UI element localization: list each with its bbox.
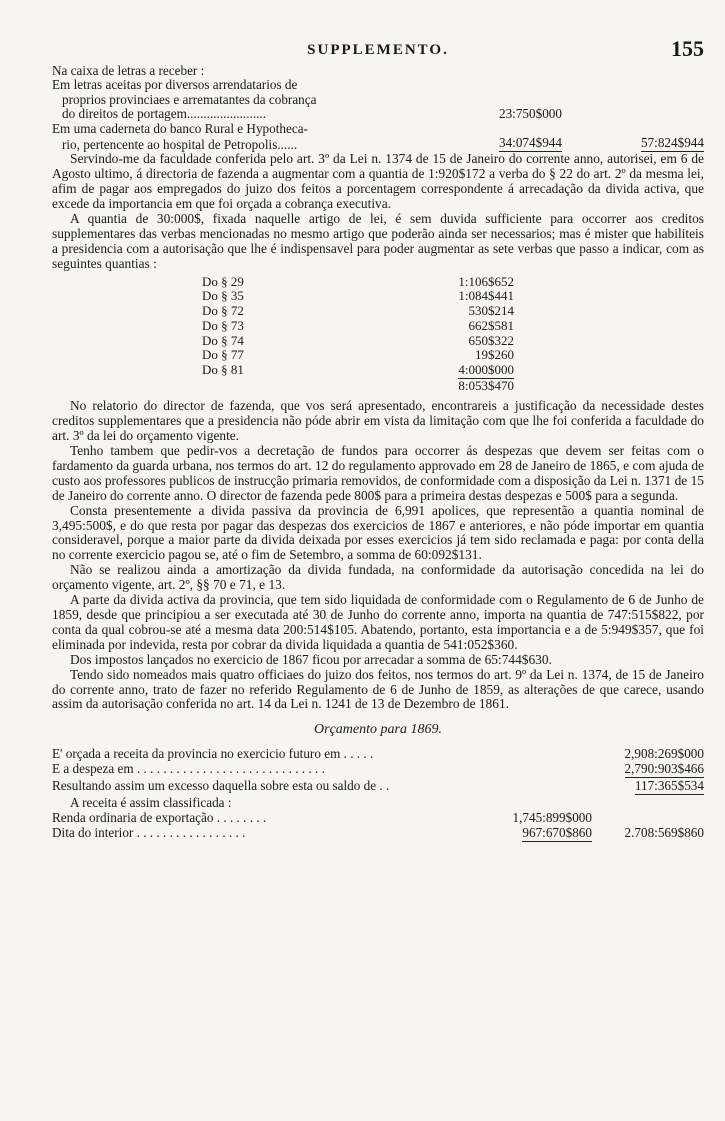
paragraph: No relatorio do director de fazenda, que vos será apresentado, encontrareis a justificação da necessidade destes creditos supplementares que a presidencia não póde abrir em vista da limitação com que lhe foi conferida a faculdade do art. 3º da lei do orçamento vigente.	[52, 398, 704, 444]
cash-total: 57:824$944	[641, 136, 704, 152]
page-title: SUPPLEMENTO.	[307, 42, 449, 58]
budget-row: Resultando assim um excesso daquella sobre esta ou saldo de . . 117:365$534	[52, 778, 704, 794]
cash-row-text: do direitos de portagem........................	[62, 106, 267, 122]
document-page	[52, 36, 704, 842]
budget-row: E' orçada a receita da provincia no exercicio futuro em . . . . . 2,908:269$000	[52, 746, 704, 762]
paragraph: Dos impostos lançados no exercicio de 1867 ficou por arrecadar a somma de 65:744$630.	[70, 651, 552, 667]
credit-row: Do § 73 662$581	[202, 317, 514, 333]
credits-table	[202, 275, 514, 394]
credit-row: Do § 29 1:106$652	[202, 273, 514, 289]
cash-row-text: Na caixa de letras a receber :	[52, 63, 205, 78]
page-header	[52, 36, 704, 64]
cash-row-text: Em letras aceitas por diversos arrendatarios de	[52, 77, 298, 93]
cash-row	[52, 107, 704, 121]
cash-row-text: proprios provinciaes e arrematantes da cobrança	[62, 91, 317, 107]
credit-row: Do § 72 530$214	[202, 303, 514, 319]
cash-row-text: Em uma caderneta do banco Rural e Hypotheca-	[52, 120, 308, 136]
paragraph: A parte da divida activa da provincia, que tem sido liquidada de conformidade com o Regulamento de 6 de Junho de 1859, desde que principiou a ser executada até 30 de Junho do corrente anno, importa na quantia de 747:515$822, por conta da qual cobrou-se até a mesma data 200:514$105. Abatendo, portanto, esta importancia e a de 5:949$357, que foi eliminada por indevida, resta por cobrar da divida liquidada a quantia de 541:052$360.	[52, 592, 704, 652]
cash-row	[52, 122, 704, 136]
budget-row: E a despeza em . . . . . . . . . . . . . . . . . . . . . . . . . . . . . 2,790:903$466	[52, 761, 704, 777]
section-title: Orçamento para 1869.	[314, 722, 442, 738]
credit-row: Do § 77 19$260	[202, 347, 514, 363]
receipt-row: Renda ordinaria de exportação . . . . . . . . 1,745:899$000	[52, 810, 592, 826]
cash-row	[52, 93, 704, 107]
cash-row	[52, 136, 704, 152]
budget-table	[52, 746, 704, 795]
cash-list	[52, 64, 704, 152]
receipt-intro: A receita é assim classificada :	[70, 795, 232, 811]
cash-row	[52, 78, 704, 92]
paragraph: Tenho tambem que pedir-vos a decretação de fundos para occorrer ás despezas que devem ser feitas com o fardamento da guarda urbana, nos termos do art. 12 do regulamento approvado em 28 de Janeiro de 1865, e com ajuda de custo aos professores publicos de instrucção primaria removidos, de conformidade com a disposição da Lei n. 1371 de 15 de Janeiro do corrente anno. O director de fazenda pede 800$ para a primeira destas despezas e 500$ para a segunda.	[52, 443, 704, 503]
credits-total: 8:053$470	[458, 377, 514, 393]
credit-row: Do § 35 1:084$441	[202, 288, 514, 304]
paragraph: Tendo sido nomeados mais quatro officiaes do juizo dos feitos, nos termos do art. 9º da Lei n. 1374, de 15 de Janeiro do corrente anno, trato de fazer no referido Regulamento de 6 de Junho de 1859, as alterações de que carece, usando assim da autorisação conferida no art. 14 da Lei n. 1241 de 13 de Dezembro de 1861.	[52, 666, 704, 712]
paragraph: Não se realizou ainda a amortização da divida fundada, na conformidade da autorisação concedida na lei do orçamento vigente, art. 2º, §§ 70 e 71, e 13.	[52, 562, 704, 593]
credit-row: Do § 74 650$322	[202, 332, 514, 348]
credit-row: Do § 81 4:000$000	[202, 361, 514, 377]
cash-value: 23:750$000	[498, 106, 562, 122]
paragraph: Servindo-me da faculdade conferida pelo art. 3º da Lei n. 1374 de 15 de Janeiro do corrente anno, autorisei, em 6 de Agosto ultimo, á directoria de fazenda a augmentar com a quantia de 1:920$172 a verba do § 22 do art. 2º da mesma lei, afim de pagar aos empregados do juizo dos feitos a porcentagem correspondente á arrecadação da divida activa, que excede da importancia em que foi orçada a cobrança executiva.	[52, 151, 704, 212]
page-number: 155	[671, 36, 704, 61]
cash-value: 34:074$944	[499, 136, 562, 152]
receipt-intro-row	[52, 795, 704, 810]
cash-row	[52, 64, 704, 78]
cash-row-text: rio, pertencente ao hospital de Petropolis......	[62, 137, 298, 153]
paragraph: Consta presentemente a divida passiva da provincia de 6,991 apolices, que representão a quantia nominal de 3,495:500$, e do que resta por pagar das despezas dos exercicios de 1867 e anteriores, e não póde importar em quantia consideravel, porque a maior parte da divida deixada por esses exercicios já tem sido reclamada e paga: por conta della no corrente exercicio pagou se, até o fim de Setembro, a somma de 60:092$131.	[52, 502, 704, 563]
receipt-row: Dita do interior . . . . . . . . . . . . . . . . . 967:670$860 2.708:569$860	[52, 825, 704, 841]
paragraph: A quantia de 30:000$, fixada naquelle artigo de lei, é sem duvida sufficiente para occorrer aos creditos supplementares das verbas mencionadas no mesmo artigo que poderão ainda ser necessarios; mas é mister que habiliteis a presidencia com a autorisação que lhe é indispensavel para poder augmentar as sete verbas que passo a indicar, com as seguintes quantias :	[52, 211, 704, 271]
